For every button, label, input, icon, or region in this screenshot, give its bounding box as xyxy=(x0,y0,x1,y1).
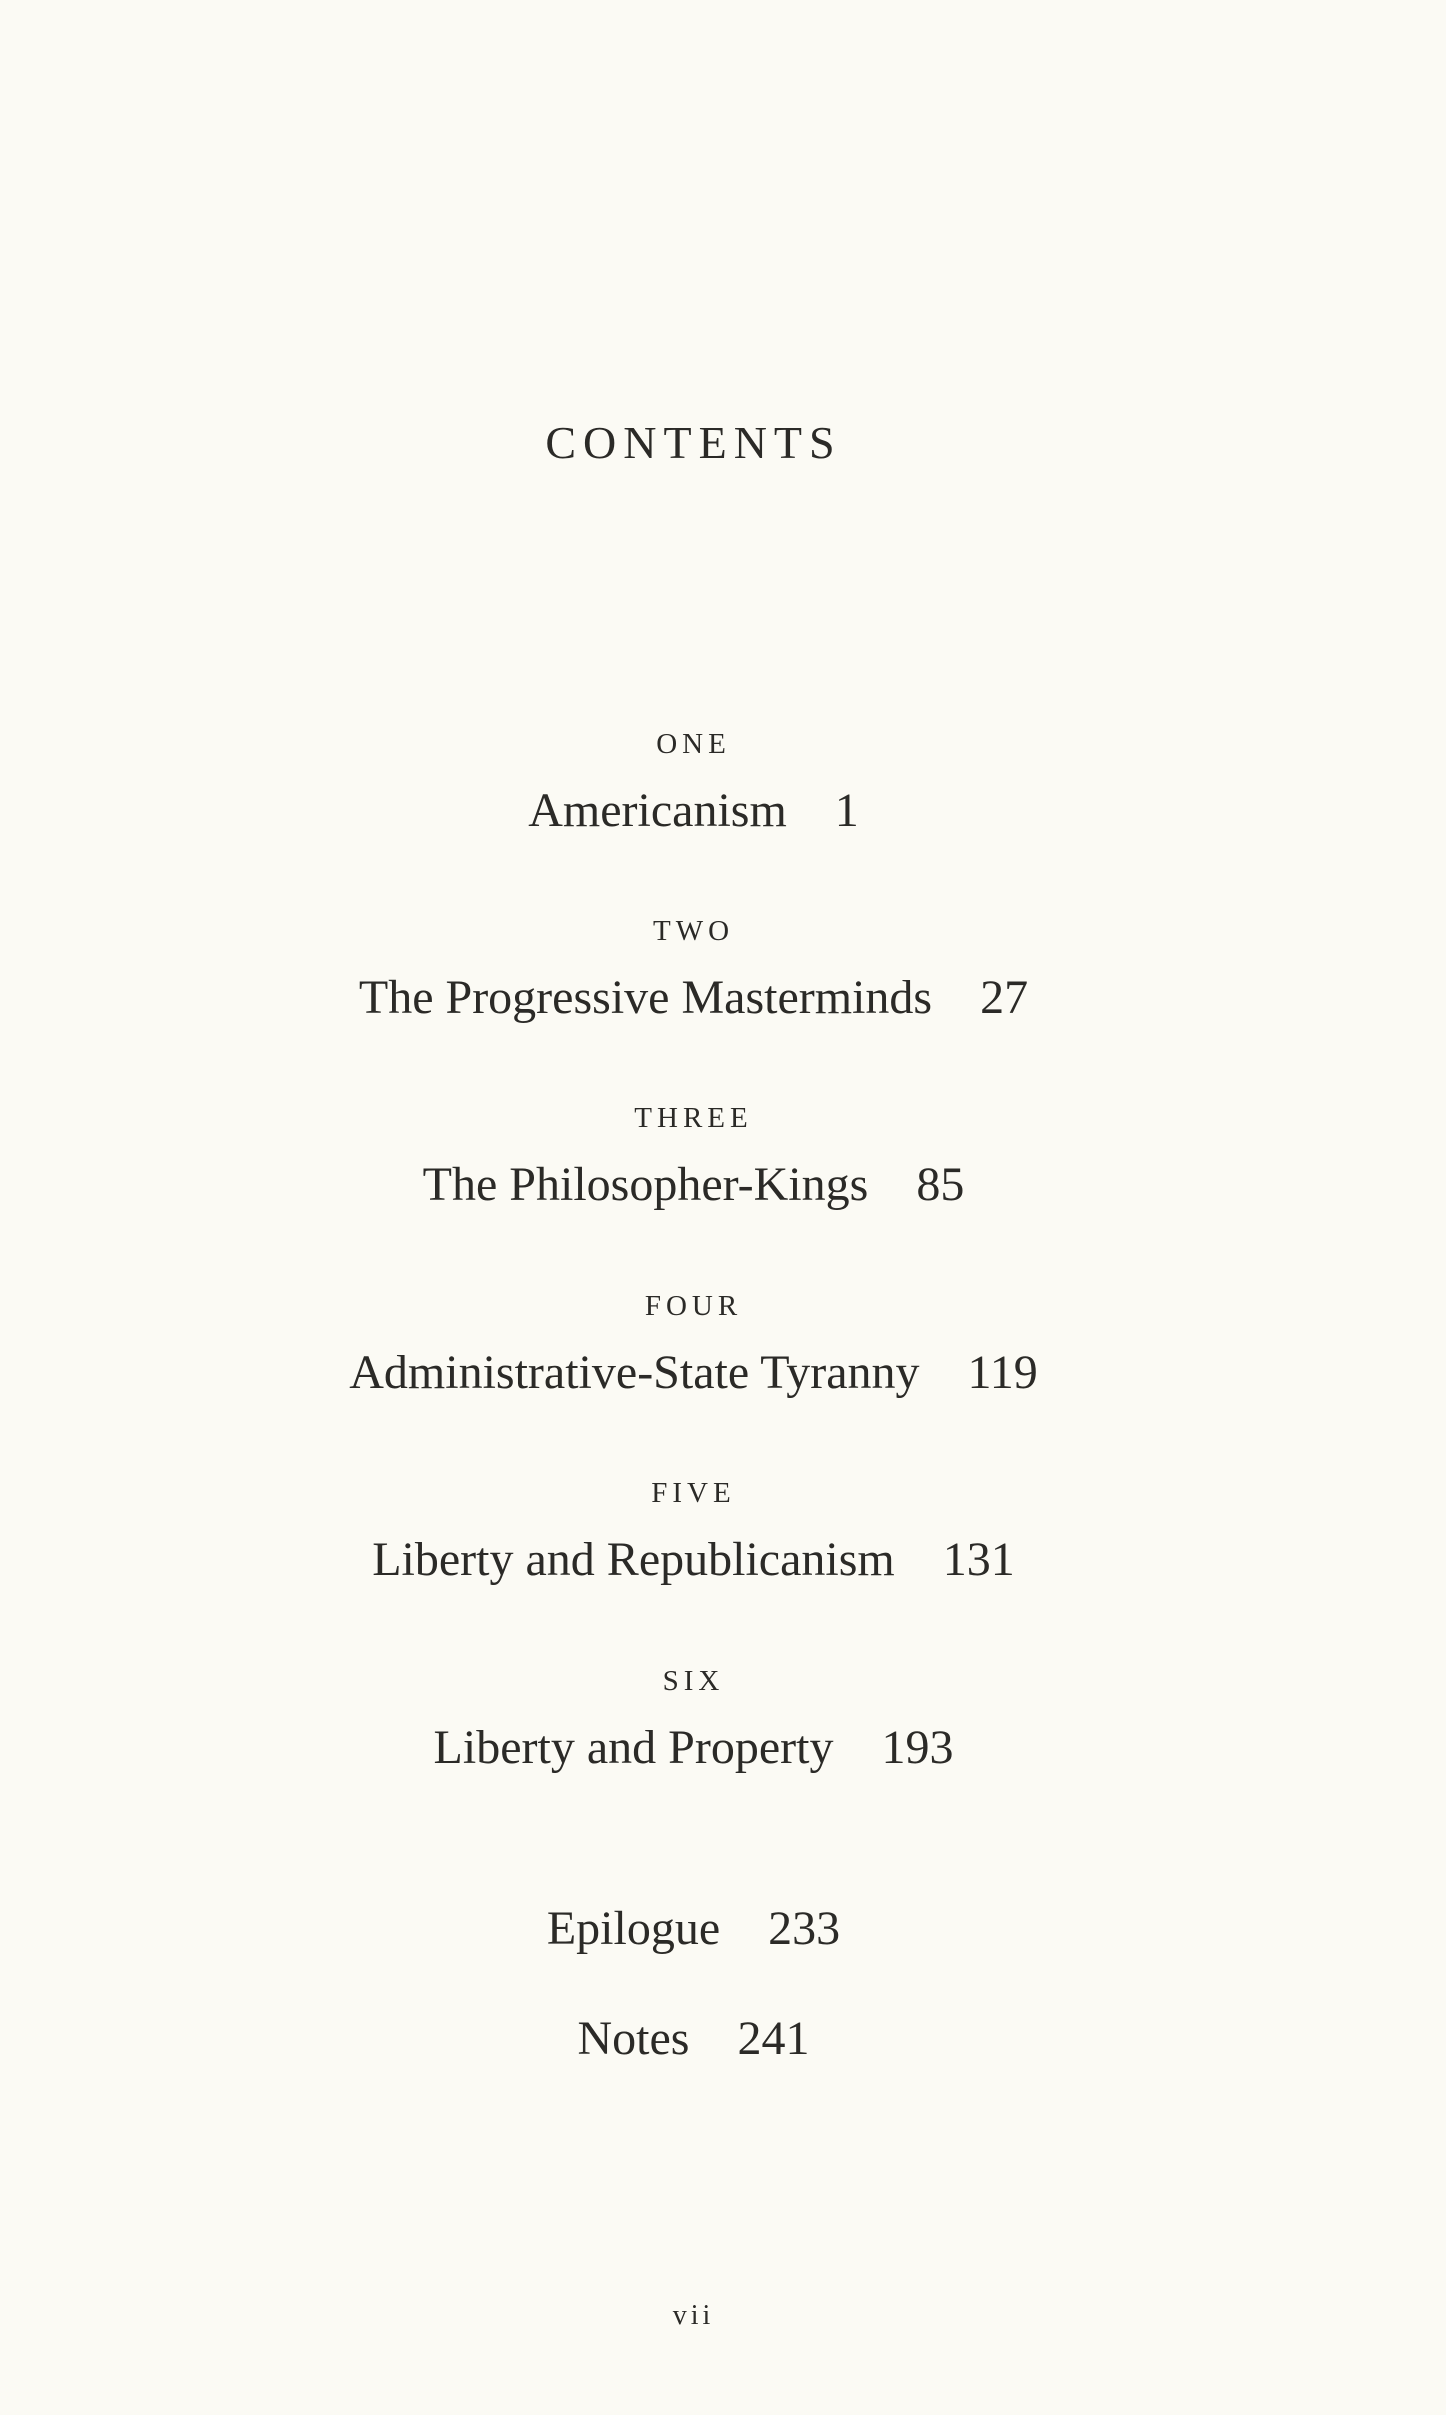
epilogue-title[interactable]: Epilogue xyxy=(546,1902,721,1955)
chapter-title[interactable]: Administrative-State Tyranny xyxy=(349,1346,920,1399)
toc-entry-chapter-3[interactable] xyxy=(0,1104,1387,1209)
chapter-title[interactable]: Liberty and Republicanism xyxy=(372,1533,895,1586)
epilogue-page-number: 233 xyxy=(768,1902,841,1955)
chapter-title[interactable]: Americanism xyxy=(528,784,787,837)
chapter-page-number: 131 xyxy=(942,1533,1015,1586)
chapter-number: TWO xyxy=(652,915,735,947)
toc-entry-chapter-6[interactable] xyxy=(0,1667,1387,1772)
chapter-number: ONE xyxy=(656,728,731,760)
chapter-number: FIVE xyxy=(651,1477,736,1509)
chapter-page-number: 119 xyxy=(967,1346,1038,1399)
chapter-page-number: 193 xyxy=(881,1721,954,1774)
page-folio: vii xyxy=(672,2300,715,2331)
notes-title[interactable]: Notes xyxy=(577,2012,690,2065)
chapter-page-number: 85 xyxy=(916,1158,965,1211)
toc-entry-chapter-2[interactable] xyxy=(0,917,1387,1022)
page-title: CONTENTS xyxy=(545,417,842,468)
chapter-page-number: 1 xyxy=(834,784,859,837)
toc-entry-epilogue[interactable] xyxy=(0,1902,1387,1955)
toc-entry-chapter-1[interactable] xyxy=(0,730,1387,835)
chapter-page-number: 27 xyxy=(980,971,1029,1024)
notes-page-number: 241 xyxy=(737,2012,810,2065)
toc-entry-chapter-4[interactable] xyxy=(0,1292,1387,1397)
chapter-title[interactable]: Liberty and Property xyxy=(433,1721,834,1774)
chapter-number: THREE xyxy=(634,1102,753,1134)
toc-entry-notes[interactable] xyxy=(0,2012,1387,2065)
chapter-title[interactable]: The Progressive Masterminds xyxy=(358,971,933,1024)
chapter-title[interactable]: The Philosopher-Kings xyxy=(422,1158,869,1211)
chapter-number: FOUR xyxy=(644,1290,743,1322)
toc-entry-chapter-5[interactable] xyxy=(0,1479,1387,1584)
chapter-number: SIX xyxy=(662,1665,725,1697)
